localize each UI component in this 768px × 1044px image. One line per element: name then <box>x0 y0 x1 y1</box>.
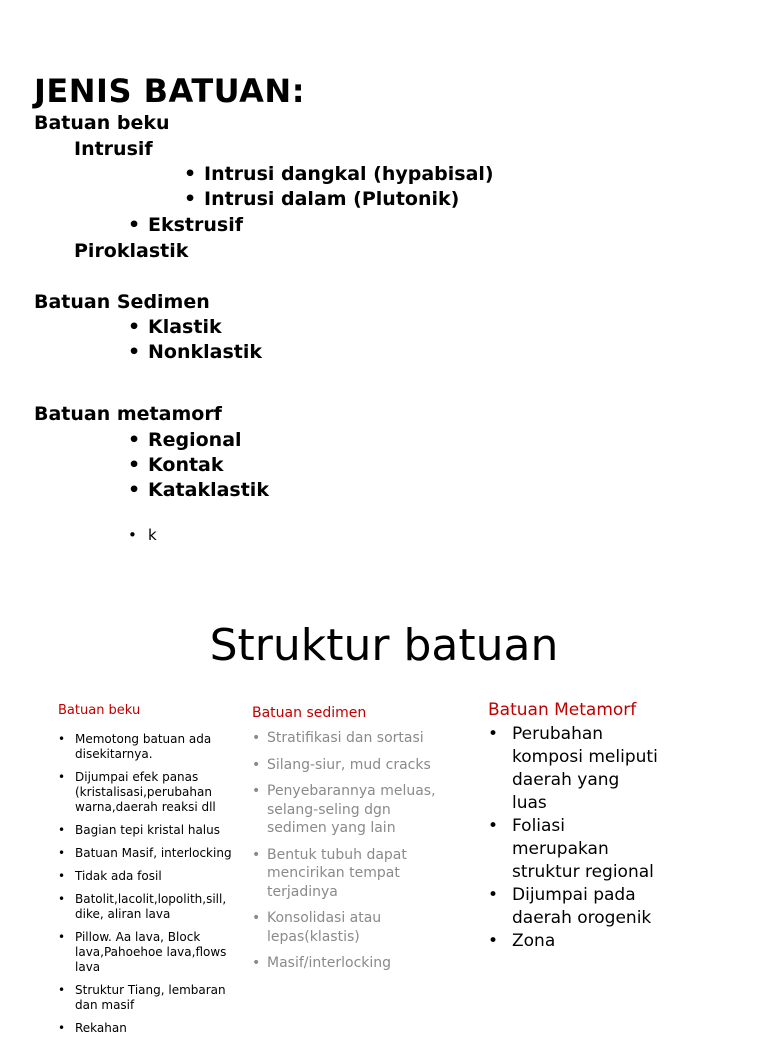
bullet-list <box>58 732 244 1036</box>
list-item: • Rekahan <box>58 1021 244 1036</box>
list-item: • Pillow. Aa lava, Block lava,Pahoehoe lava,flows lava <box>58 930 244 975</box>
list-item: • Nonklastik <box>128 341 262 363</box>
list-item: • Regional <box>128 429 242 451</box>
list-item: • Kataklastik <box>128 479 269 501</box>
list-item: • Silang-siur, mud cracks <box>252 756 442 775</box>
list-item: • k <box>128 526 157 544</box>
bullet-list <box>488 723 658 953</box>
column-heading: Batuan beku <box>58 703 141 718</box>
list-item: • Kontak <box>128 454 224 476</box>
list-item: • Konsolidasi atau lepas(klastis) <box>252 909 442 946</box>
list-item: • Bagian tepi kristal halus <box>58 823 244 838</box>
subheading-piroklastik: Piroklastik <box>74 240 189 262</box>
list-item: • Ekstrusif <box>128 214 243 236</box>
heading-batuan-sedimen: Batuan Sedimen <box>34 291 210 313</box>
list-item: • Bentuk tubuh dapat mencirikan tempat terjadinya <box>252 846 442 902</box>
column-batuan-beku <box>58 703 244 1044</box>
bullet-list <box>252 729 442 973</box>
list-item: • Intrusi dangkal (hypabisal) <box>184 163 494 185</box>
list-item: • Foliasi merupakan struktur regional <box>488 815 658 884</box>
slide-title: JENIS BATUAN: <box>34 72 305 110</box>
column-heading: Batuan Metamorf <box>488 700 637 720</box>
list-item: • Stratifikasi dan sortasi <box>252 729 442 748</box>
list-item: • Masif/interlocking <box>252 954 442 973</box>
list-item: • Penyebarannya meluas, selang-seling dgn sedimen yang lain <box>252 782 442 838</box>
list-item: • Batuan Masif, interlocking <box>58 846 244 861</box>
list-item: • Perubahan komposi meliputi daerah yang luas <box>488 723 658 815</box>
column-heading: Batuan sedimen <box>252 705 367 721</box>
list-item: • Klastik <box>128 316 222 338</box>
list-item: • Intrusi dalam (Plutonik) <box>184 188 459 210</box>
list-item: • Dijumpai efek panas (kristalisasi,perubahan warna,daerah reaksi dll <box>58 770 244 815</box>
list-item: • Tidak ada fosil <box>58 869 244 884</box>
subheading-intrusif: Intrusif <box>74 138 153 160</box>
list-item: • Dijumpai pada daerah orogenik <box>488 884 658 930</box>
list-item: • Struktur Tiang, lembaran dan masif <box>58 983 244 1013</box>
list-item: • Zona <box>488 930 658 953</box>
slide-title: Struktur batuan <box>209 620 559 671</box>
heading-batuan-metamorf: Batuan metamorf <box>34 403 222 425</box>
heading-batuan-beku: Batuan beku <box>34 112 170 134</box>
list-item: • Memotong batuan ada disekitarnya. <box>58 732 244 762</box>
column-batuan-metamorf <box>488 700 658 953</box>
column-batuan-sedimen <box>252 705 442 981</box>
list-item: • Batolit,lacolit,lopolith,sill, dike, aliran lava <box>58 892 244 922</box>
